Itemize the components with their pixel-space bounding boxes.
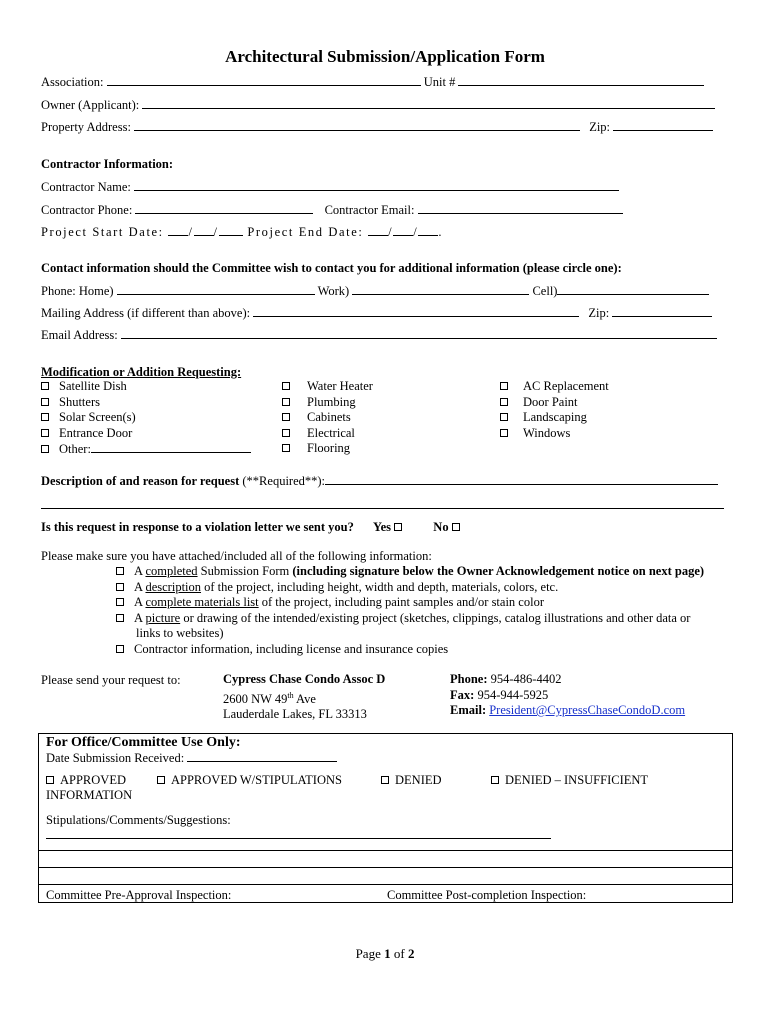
checkbox[interactable] <box>116 614 124 622</box>
description-row <box>41 473 718 489</box>
mod-item-plumbing[interactable] <box>282 395 373 411</box>
owner-row <box>41 97 715 113</box>
text: 2600 NW 49 <box>223 691 288 706</box>
page-number <box>0 946 770 962</box>
checkbox[interactable] <box>500 413 508 421</box>
other-field[interactable] <box>91 441 251 453</box>
checklist-item-description[interactable] <box>116 580 704 596</box>
description-field[interactable] <box>325 473 718 485</box>
contractor-email-field[interactable] <box>418 202 623 214</box>
mod-item-door-paint[interactable] <box>500 395 609 411</box>
mod-item-shutters[interactable] <box>41 395 251 411</box>
mailing-label: Mailing Address (if different than above): <box>41 306 251 320</box>
mod-item-landscaping[interactable] <box>500 410 609 426</box>
end-year-field[interactable] <box>418 224 438 236</box>
unit-field[interactable] <box>458 74 704 86</box>
text: A <box>134 610 146 625</box>
mod-item-windows[interactable] <box>500 426 609 442</box>
approved-label: APPROVED <box>60 773 126 787</box>
mod-label: Water Heater <box>307 379 373 393</box>
zip-label: Zip: <box>589 120 611 134</box>
mod-label: Entrance Door <box>59 425 133 440</box>
phone-value: 954-486-4402 <box>490 672 562 686</box>
pre-approval-label: Committee Pre-Approval Inspection: <box>46 888 232 902</box>
office-use-box <box>38 733 733 903</box>
mod-item-satellite[interactable] <box>41 379 251 395</box>
mod-label: Shutters <box>59 394 100 409</box>
mod-item-other[interactable] <box>41 441 251 458</box>
mailing-field[interactable] <box>253 305 579 317</box>
yes-checkbox[interactable] <box>394 523 402 531</box>
checkbox[interactable] <box>500 398 508 406</box>
mod-label: Electrical <box>307 425 355 440</box>
zip-field[interactable] <box>613 119 713 131</box>
end-day-field[interactable] <box>393 224 413 236</box>
start-day-field[interactable] <box>194 224 214 236</box>
property-address-label: Property Address: <box>41 120 131 134</box>
date-received-field[interactable] <box>187 750 337 762</box>
divider <box>39 867 732 868</box>
checkbox[interactable] <box>46 776 54 784</box>
yes-option[interactable] <box>373 520 402 534</box>
checkbox[interactable] <box>116 583 124 591</box>
text: or drawing of the intended/existing project (sketches, clippings, catalog illustrations and other data or <box>180 610 691 625</box>
mod-label: AC Replacement <box>523 379 609 393</box>
start-month-field[interactable] <box>168 224 188 236</box>
no-checkbox[interactable] <box>452 523 460 531</box>
text: Ave <box>293 691 316 706</box>
work-label: Work) <box>317 284 350 298</box>
post-completion-label: Committee Post-completion Inspection: <box>387 888 587 902</box>
email-row <box>41 327 717 343</box>
checkbox[interactable] <box>500 382 508 390</box>
of-word: of <box>393 946 405 961</box>
denied-option[interactable] <box>381 773 442 788</box>
contractor-heading: Contractor Information: <box>41 157 174 171</box>
checkbox[interactable] <box>116 567 124 575</box>
violation-row <box>41 520 460 535</box>
email-field[interactable] <box>121 327 717 339</box>
checkbox[interactable] <box>41 382 49 390</box>
contractor-name-row <box>41 179 619 195</box>
text: Contractor information, including license and insurance copies <box>134 641 449 656</box>
phone-home-label: Phone: Home) <box>41 284 114 298</box>
mod-item-electrical[interactable] <box>282 426 373 442</box>
checkbox[interactable] <box>282 429 290 437</box>
property-row <box>41 119 713 135</box>
project-end-label: Project End Date: <box>247 225 364 239</box>
checkbox[interactable] <box>157 776 165 784</box>
mailing-row <box>41 305 712 321</box>
mod-label: Flooring <box>307 441 351 455</box>
contractor-email-label: Contractor Email: <box>324 203 415 217</box>
mod-item-water-heater[interactable] <box>282 379 373 395</box>
mod-item-entrance-door[interactable] <box>41 426 251 442</box>
stipulations-field[interactable] <box>46 826 551 839</box>
text: A <box>134 579 146 594</box>
contractor-phone-label: Contractor Phone: <box>41 203 133 217</box>
contractor-name-label: Contractor Name: <box>41 180 131 194</box>
approved-stip-option[interactable] <box>157 773 342 788</box>
text: Submission Form <box>197 564 293 578</box>
owner-field[interactable] <box>142 97 715 109</box>
checklist <box>116 564 704 657</box>
checkbox[interactable] <box>282 413 290 421</box>
association-label: Association: <box>41 75 104 89</box>
owner-label: Owner (Applicant): <box>41 98 140 112</box>
text: complete materials list <box>145 595 259 609</box>
org-name: Cypress Chase Condo Assoc D <box>223 672 386 686</box>
mod-label: Windows <box>523 425 571 440</box>
checklist-item-contractor[interactable] <box>116 642 704 658</box>
information-label: INFORMATION <box>46 788 133 802</box>
mod-item-ac[interactable] <box>500 379 609 395</box>
send-address <box>223 672 385 723</box>
mod-label: Plumbing <box>307 394 356 409</box>
cell-label: Cell) <box>532 284 558 298</box>
email-label: Email Address: <box>41 328 118 342</box>
email-link[interactable]: President@CypressChaseCondoD.com <box>489 703 686 717</box>
phone-row <box>41 283 709 299</box>
checkbox[interactable] <box>116 598 124 606</box>
stipulations-label: Stipulations/Comments/Suggestions: <box>46 813 231 827</box>
mod-item-solar-screen[interactable] <box>41 410 251 426</box>
text: th <box>287 690 294 700</box>
cell-field[interactable] <box>557 283 709 295</box>
send-contact <box>450 672 685 719</box>
checkbox[interactable] <box>41 429 49 437</box>
denied-insufficient-label: DENIED – INSUFFICIENT <box>505 773 649 787</box>
mailing-zip-field[interactable] <box>612 305 712 317</box>
description-required: (**Required**): <box>242 474 326 488</box>
text: (including signature below the Owner Acknowledgement notice on next page) <box>292 564 705 578</box>
modification-col2 <box>282 379 373 457</box>
mod-item-flooring[interactable] <box>282 441 373 457</box>
text: of the project, including paint samples and/or stain color <box>258 595 544 609</box>
mod-label: Door Paint <box>523 394 578 409</box>
fax-label: Fax: <box>450 687 475 702</box>
page-title: Architectural Submission/Application Form <box>225 47 545 66</box>
no-label: No <box>433 520 449 534</box>
page-word: Page <box>355 946 381 961</box>
denied-insufficient-option[interactable] <box>491 773 648 788</box>
description-label: Description of and reason for request <box>41 474 240 488</box>
fax-value: 954-944-5925 <box>477 687 549 702</box>
project-dates-row: Project Start Date: / / Project End Date: / / . <box>41 225 444 239</box>
page-total: 2 <box>407 946 415 961</box>
mod-label: Satellite Dish <box>59 379 127 393</box>
contractor-name-field[interactable] <box>134 179 619 191</box>
association-row <box>41 74 704 90</box>
approved-stip-label: APPROVED W/STIPULATIONS <box>171 773 342 787</box>
divider <box>39 884 732 885</box>
work-field[interactable] <box>352 283 529 295</box>
checklist-item-picture[interactable] <box>116 611 704 627</box>
approved-option[interactable] <box>46 773 126 788</box>
checklist-item-materials[interactable] <box>116 595 704 611</box>
address-line1 <box>223 688 385 708</box>
divider <box>39 850 732 851</box>
checklist-item-form[interactable] <box>116 564 704 580</box>
phone-label: Phone: <box>450 672 488 686</box>
text: description <box>145 579 202 594</box>
mod-label: Other: <box>59 442 91 456</box>
mod-item-cabinets[interactable] <box>282 410 373 426</box>
start-year-field[interactable] <box>219 224 243 236</box>
contractor-contact-row <box>41 202 623 218</box>
property-address-field[interactable] <box>134 119 580 131</box>
date-received-label: Date Submission Received: <box>46 751 185 765</box>
end-month-field[interactable] <box>368 224 388 236</box>
description-field-line2[interactable] <box>41 496 724 509</box>
send-label: Please send your request to: <box>41 673 181 687</box>
denied-label: DENIED <box>395 773 442 787</box>
text: A <box>134 595 146 609</box>
phone-home-field[interactable] <box>117 283 315 295</box>
text: A <box>134 564 146 578</box>
mod-label: Solar Screen(s) <box>59 410 136 424</box>
page-num: 1 <box>384 946 391 961</box>
text: of the project, including height, width and depth, materials, colors, etc. <box>201 579 559 594</box>
office-heading: For Office/Committee Use Only: <box>46 735 241 750</box>
checkbox[interactable] <box>491 776 499 784</box>
text: picture <box>145 610 181 625</box>
unit-label: Unit # <box>423 75 456 89</box>
checkbox[interactable] <box>116 645 124 653</box>
modification-col1 <box>41 379 251 458</box>
checklist-intro: Please make sure you have attached/included all of the following information: <box>41 549 432 563</box>
checkbox[interactable] <box>282 382 290 390</box>
address-line2: Lauderdale Lakes, FL 33313 <box>223 707 367 722</box>
checkbox[interactable] <box>41 413 49 421</box>
checkbox[interactable] <box>381 776 389 784</box>
modification-heading: Modification or Addition Requesting: <box>41 365 242 379</box>
checkbox[interactable] <box>282 444 290 452</box>
checkbox[interactable] <box>41 398 49 406</box>
date-received-row <box>46 750 337 766</box>
modification-col3 <box>500 379 609 441</box>
checklist-item-picture-cont: links to websites) <box>136 626 224 640</box>
project-start-label: Project Start Date: <box>41 225 164 239</box>
checkbox[interactable] <box>500 429 508 437</box>
email-label: Email: <box>450 703 487 717</box>
violation-question: Is this request in response to a violation letter we sent you? <box>41 520 354 534</box>
no-option[interactable] <box>433 520 459 534</box>
contact-heading: Contact information should the Committee wish to contact you for additional information (please circle one): <box>41 261 622 275</box>
mailing-zip-label: Zip: <box>588 306 610 320</box>
yes-label: Yes <box>372 520 392 534</box>
contractor-phone-field[interactable] <box>135 202 313 214</box>
association-field[interactable] <box>107 74 421 86</box>
text: completed <box>145 564 198 578</box>
mod-label: Cabinets <box>307 410 351 424</box>
checkbox[interactable] <box>41 445 49 453</box>
checkbox[interactable] <box>282 398 290 406</box>
mod-label: Landscaping <box>523 410 587 424</box>
